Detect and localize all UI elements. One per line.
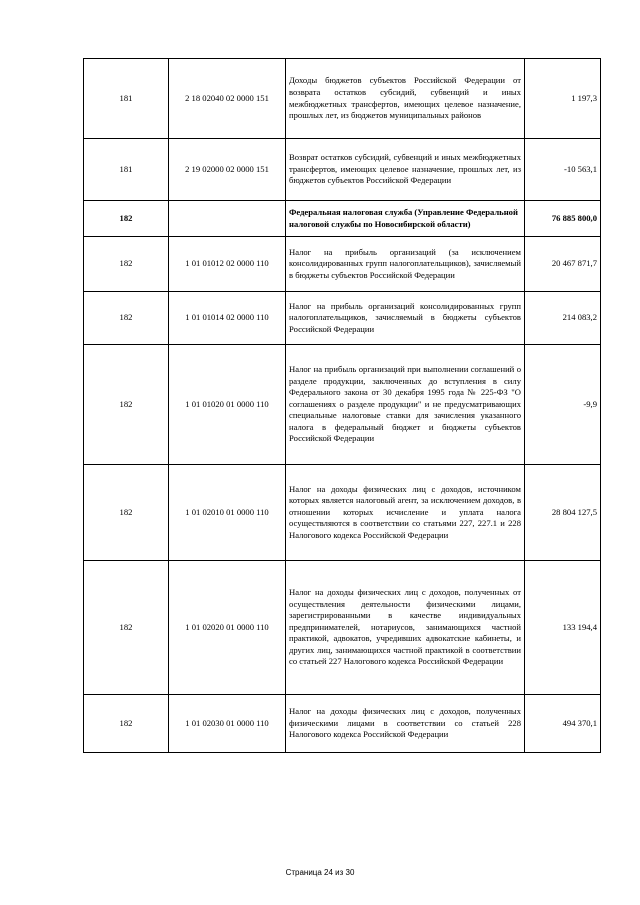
admin-code-cell: 182 xyxy=(84,292,169,345)
revenue-name-cell: Налог на прибыль организаций консолидированных групп налогоплательщиков, зачисляемый в бюджеты субъектов Российской Федерации xyxy=(286,292,525,345)
revenue-code-cell: 1 01 01014 02 0000 110 xyxy=(169,292,286,345)
amount-cell: -9,9 xyxy=(525,345,601,465)
revenue-name-cell: Налог на доходы физических лиц с доходов, источником которых является налоговый агент, за исключением доходов, в отношении которых исчисление и уплата налога осуществляются в соответствии со статьями 227, 227.1 и 228 Налогового кодекса Российской Федерации xyxy=(286,465,525,561)
admin-code-cell: 181 xyxy=(84,139,169,201)
revenue-name-cell: Налог на доходы физических лиц с доходов, полученных от осуществления деятельности физическими лицами, зарегистрированными в качестве индивидуальных предпринимателей, нотариусов, занимающихся частной практикой, адвокатов, учредивших адвокатские кабинеты, и других лиц, занимающихся частной практикой в соответствии со статьей 227 Налогового кодекса Российской Федерации xyxy=(286,561,525,695)
table-row xyxy=(84,139,601,201)
revenue-name-cell: Налог на прибыль организаций при выполнении соглашений о разделе продукции, заключенных до вступления в силу Федерального закона от 30 декабря 1995 года № 225-ФЗ "О соглашениях о разделе продукции" и не предусматривающих специальные налоговые ставки для зачисления указанного налога в федеральный бюджет и бюджеты субъектов Российской Федерации xyxy=(286,345,525,465)
admin-code-cell: 182 xyxy=(84,695,169,753)
table-row xyxy=(84,292,601,345)
page-number: Страница 24 из 30 xyxy=(285,868,355,877)
amount-cell: 1 197,3 xyxy=(525,59,601,139)
revenue-name-cell: Федеральная налоговая служба (Управление Федеральной налоговой службы по Новосибирской области) xyxy=(286,201,525,237)
revenue-name-cell: Налог на доходы физических лиц с доходов, полученных физическими лицами в соответствии со статьей 228 Налогового кодекса Российской Федерации xyxy=(286,695,525,753)
revenue-name-cell: Налог на прибыль организаций (за исключением консолидированных групп налогоплательщиков), зачисляемый в бюджеты субъектов Российской Федерации xyxy=(286,237,525,292)
amount-cell: 20 467 871,7 xyxy=(525,237,601,292)
table-row xyxy=(84,345,601,465)
revenue-code-cell xyxy=(169,201,286,237)
revenue-name-cell: Доходы бюджетов субъектов Российской Федерации от возврата остатков субсидий, субвенций и иных межбюджетных трансфертов, имеющих целевое назначение, прошлых лет, из бюджетов муниципальных районов xyxy=(286,59,525,139)
revenue-code-cell: 1 01 01020 01 0000 110 xyxy=(169,345,286,465)
revenue-code-cell: 1 01 02030 01 0000 110 xyxy=(169,695,286,753)
admin-code-cell: 182 xyxy=(84,201,169,237)
revenue-code-cell: 1 01 02020 01 0000 110 xyxy=(169,561,286,695)
admin-code-cell: 182 xyxy=(84,561,169,695)
table-row-section-header xyxy=(84,201,601,237)
table-row xyxy=(84,561,601,695)
table-row xyxy=(84,59,601,139)
amount-cell: 214 083,2 xyxy=(525,292,601,345)
table-row xyxy=(84,465,601,561)
amount-cell: 133 194,4 xyxy=(525,561,601,695)
amount-cell: 76 885 800,0 xyxy=(525,201,601,237)
amount-cell: -10 563,1 xyxy=(525,139,601,201)
revenue-name-cell: Возврат остатков субсидий, субвенций и иных межбюджетных трансфертов, имеющих целевое назначение, прошлых лет, из бюджетов субъектов Российской Федерации xyxy=(286,139,525,201)
revenue-code-cell: 1 01 02010 01 0000 110 xyxy=(169,465,286,561)
amount-cell: 28 804 127,5 xyxy=(525,465,601,561)
admin-code-cell: 182 xyxy=(84,465,169,561)
admin-code-cell: 182 xyxy=(84,237,169,292)
revenue-table xyxy=(83,58,601,753)
revenue-code-cell: 2 19 02000 02 0000 151 xyxy=(169,139,286,201)
admin-code-cell: 181 xyxy=(84,59,169,139)
admin-code-cell: 182 xyxy=(84,345,169,465)
table-row xyxy=(84,695,601,753)
revenue-code-cell: 1 01 01012 02 0000 110 xyxy=(169,237,286,292)
table-row xyxy=(84,237,601,292)
amount-cell: 494 370,1 xyxy=(525,695,601,753)
revenue-code-cell: 2 18 02040 02 0000 151 xyxy=(169,59,286,139)
